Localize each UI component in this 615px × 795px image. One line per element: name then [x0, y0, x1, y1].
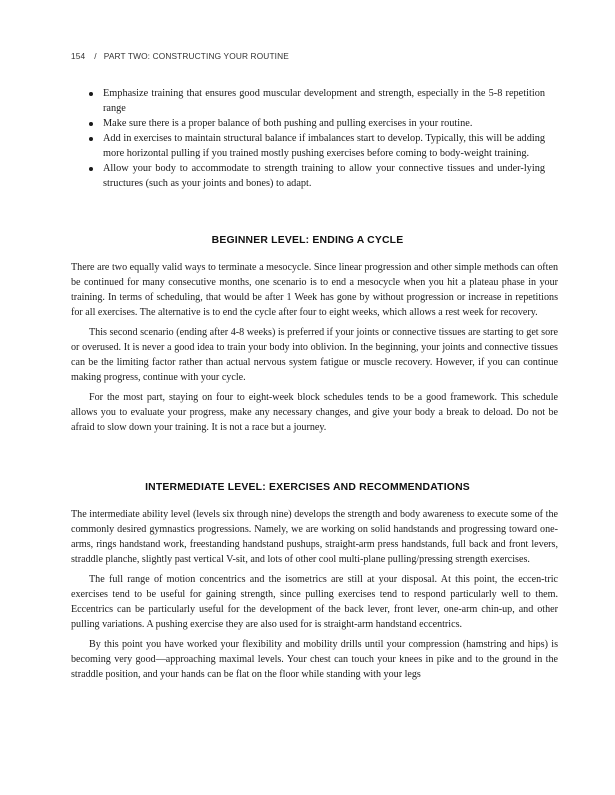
list-item: Add in exercises to maintain structural balance if imbalances start to develop. Typically, this will be adding more horizontal pulling if you trained mostly pushing exercises before coming to body-weight training.	[87, 131, 545, 161]
section-heading-intermediate: INTERMEDIATE LEVEL: EXERCISES AND RECOMMENDATIONS	[145, 482, 470, 493]
page-number: 154	[71, 51, 86, 61]
list-item: Emphasize training that ensures good muscular development and strength, especially in the 5-8 repetition range	[87, 86, 545, 116]
paragraph: The intermediate ability level (levels six through nine) develops the strength and body awareness to execute some of the commonly desired gymnastics progressions. Namely, we are working on solid handstands and progressing toward one-arms, rings handstand work, freestanding handstand pushups, straight-arm press handstands, full back and front levers, straddle planche, slightly past vertical V-sit, and lots of other cool multi-plane pulling/pressing strength exercises.	[71, 509, 558, 565]
bullet-list	[87, 86, 545, 191]
paragraph: The full range of motion concentrics and the isometrics are still at your disposal. At this point, the eccen-tric exercises tend to be useful for gaining strength, since pulling exercises tend to respond particularly well to them. Eccentrics can be particularly useful for the development of the back lever, front lever, one-arm chin-up, and other pulling variations. A pushing exercise they are also used for is straight-arm handstand eccentrics.	[71, 574, 558, 630]
paragraph: There are two equally valid ways to terminate a mesocycle. Since linear progression and other simple methods can often be continued for many consecutive months, one scenario is to end a mesocycle when you hit a plateau phase in your training. In terms of scheduling, that would be after 1 Week has gone by without progression or increase in repetitions for all exercises. The alternative is to end the cycle after four to eight weeks, which allows a rest week for recovery.	[71, 262, 558, 318]
list-item: Make sure there is a proper balance of both pushing and pulling exercises in your routine.	[87, 116, 545, 131]
running-header-title: PART TWO: CONSTRUCTING YOUR ROUTINE	[103, 51, 289, 61]
section-heading-beginner: BEGINNER LEVEL: ENDING A CYCLE	[211, 235, 404, 246]
list-item: Allow your body to accommodate to strength training to allow your connective tissues and under-lying structures (such as your joints and bones) to adapt.	[87, 161, 545, 191]
section-body-intermediate	[71, 507, 558, 687]
paragraph: This second scenario (ending after 4-8 weeks) is preferred if your joints or connective tissues are starting to get sore or overused. It is never a good idea to train your body into oblivion. In the beginning, your joints and connective tissues can be the limiting factor rather than actual nervous system fatigue or muscle recovery. However, if you can continue making progress, continue with your cycle.	[71, 327, 558, 383]
paragraph: By this point you have worked your flexibility and mobility drills until your compression (hamstring and hips) is becoming very good—approaching maximal levels. Your chest can touch your knees in pike and to the ground in the straddle position, and your hands can be flat on the floor while standing with your legs	[71, 639, 558, 680]
section-body-beginner	[71, 260, 558, 440]
paragraph: For the most part, staying on four to eight-week block schedules tends to be a good framework. This schedule allows you to evaluate your progress, make any necessary changes, and give your body a break to deload. Do not be afraid to slow down your training. It is not a race but a journey.	[71, 392, 558, 433]
running-header	[71, 51, 289, 61]
header-separator: /	[94, 51, 97, 61]
